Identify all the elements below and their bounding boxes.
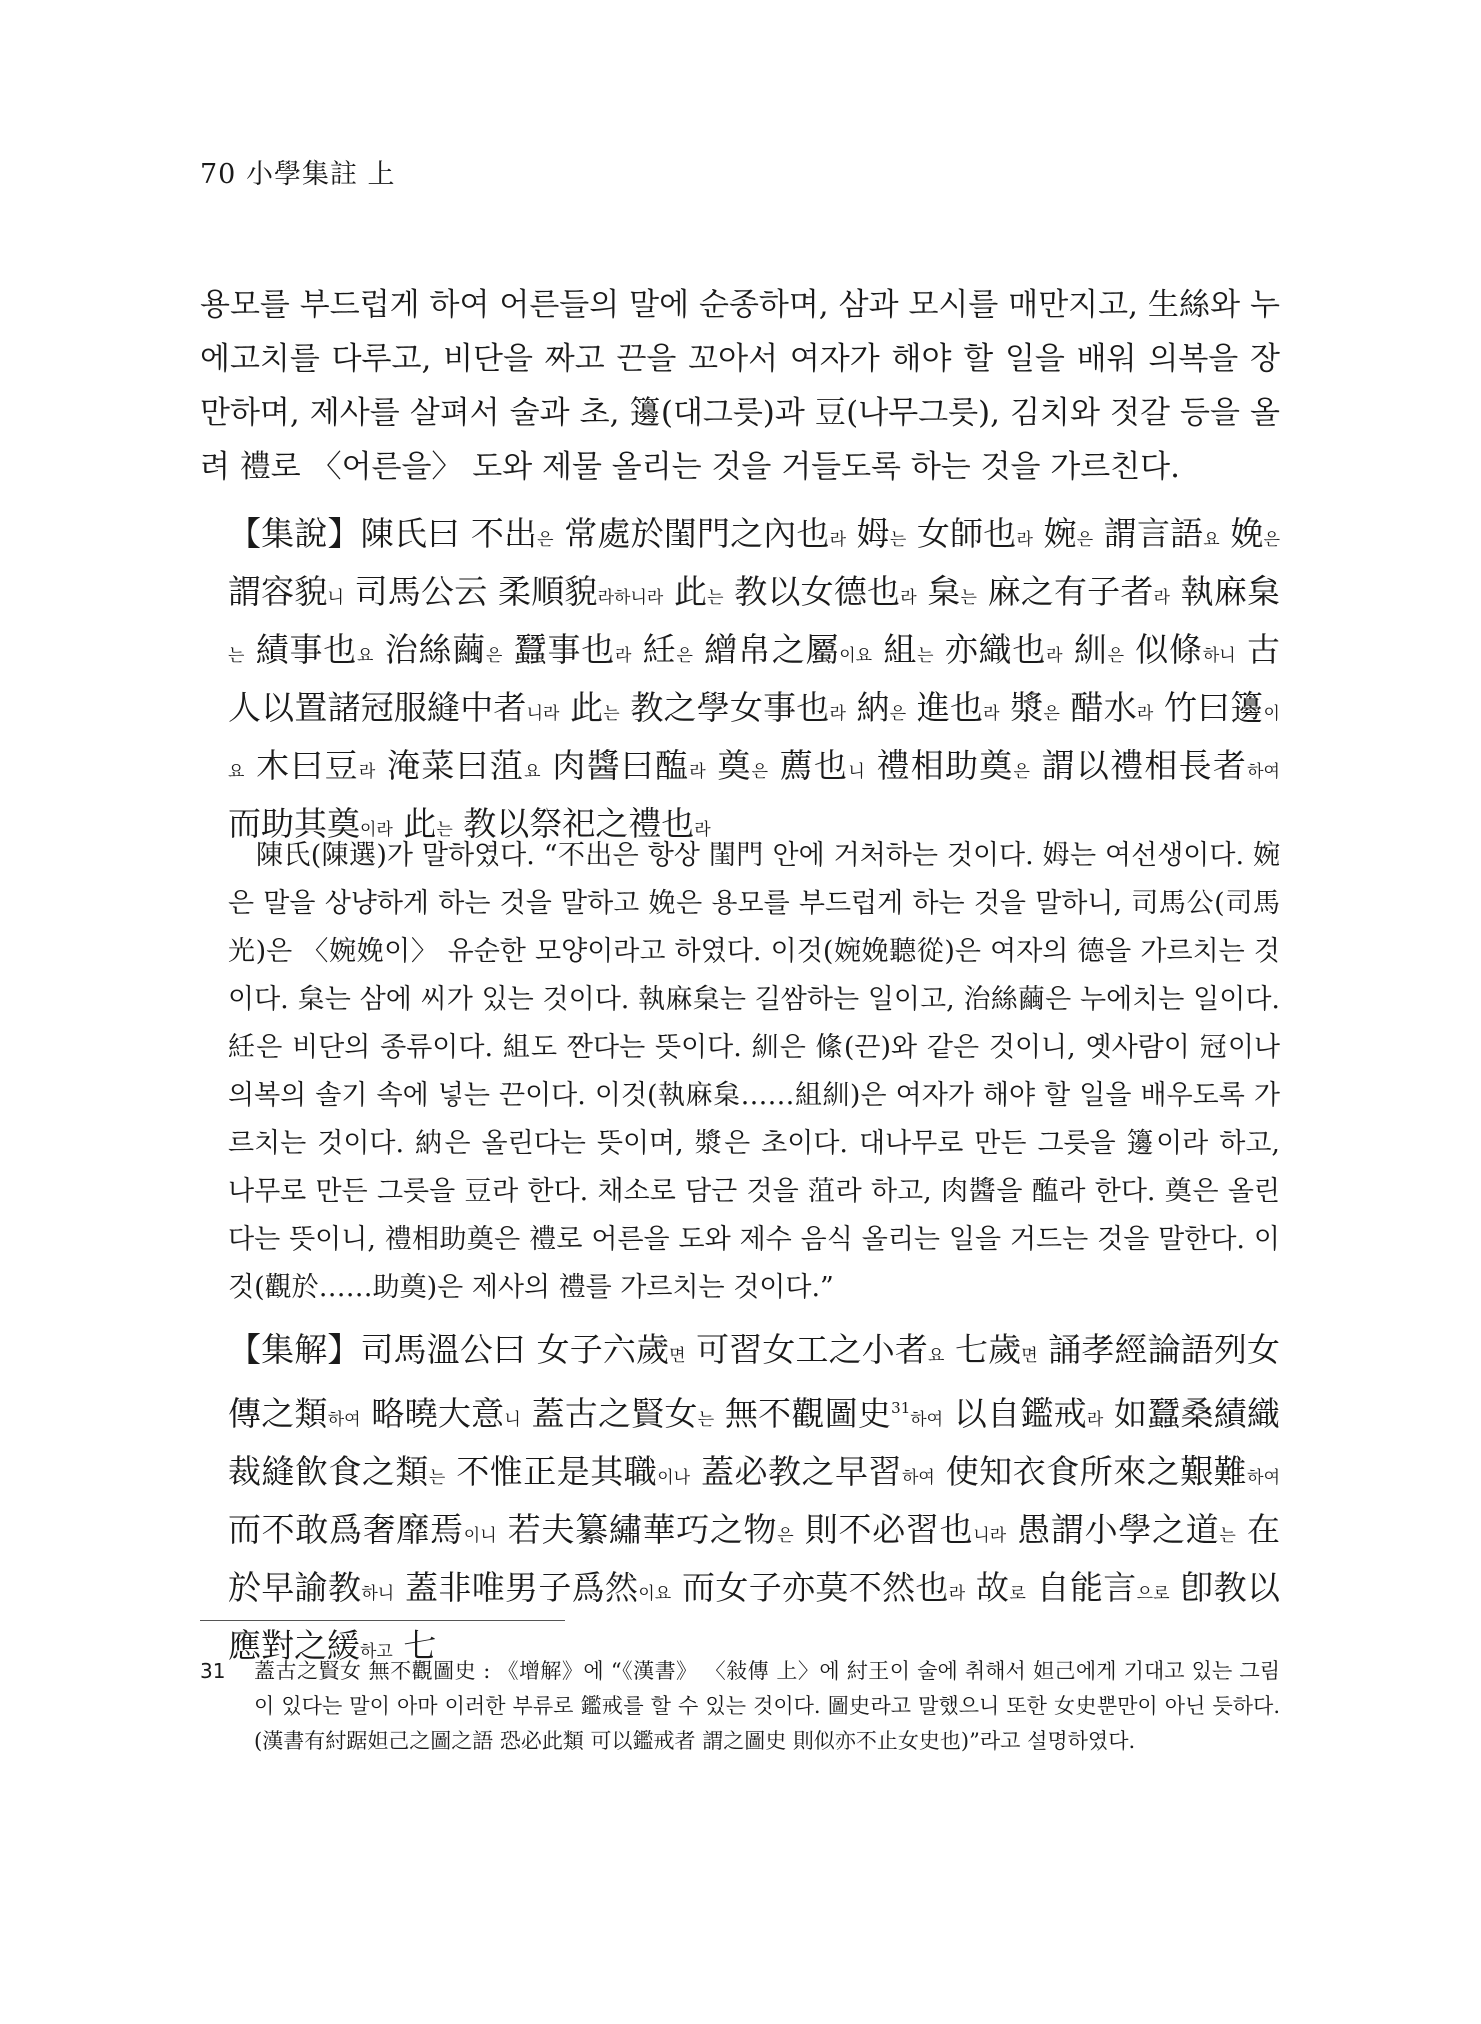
running-head	[200, 152, 396, 191]
hanja-phrase: 以自鑑戒	[943, 1394, 1087, 1433]
hanja-phrase: 若夫纂繡華巧之物	[496, 1510, 778, 1549]
korean-particle: 라	[694, 820, 711, 840]
korean-particle: 라	[1086, 1410, 1104, 1430]
jishuo-translation	[228, 832, 1280, 1312]
jishuo-translation-text: 陳氏(陳選)가 말하였다. “不出은 항상 閨門 안에 거처하는 것이다. 姆는 여선생이다. 婉은 말을 상냥하게 하는 것을 말하고 娩은 용모를 부드럽게 하는 것을 말하니, 司馬公(司馬光)은 〈婉娩이〉 유순한 모양이라고 하였다. 이것(婉娩聽從)은 여자의 德을 가르치는 것이다. 枲는 삼에 씨가 있는 것이다. 執麻枲는 길쌈하는 일이고, 治絲繭은 누에치는 일이다. 紝은 비단의 종류이다. 組도 짠다는 뜻이다. 紃은 絛(끈)와 같은 것이니, 옛사람이 冠이나 의복의 솔기 속에 넣는 끈이다. 이것(執麻枲……組紃)은 여자가 해야 할 일을 배우도록 가르치는 것이다. 納은 올린다는 뜻이며, 漿은 초이다. 대나무로 만든 그릇을 籩이라 하고, 나무로 만든 그릇을 豆라 한다. 채소로 담근 것을 菹라 하고, 肉醬을 醢라 한다. 奠은 올린다는 뜻이니, 禮相助奠은 禮로 어른을 도와 제수 음식 올리는 일을 거드는 것을 말한다. 이것(觀於……助奠)은 제사의 禮를 가르치는 것이다.”	[228, 840, 1280, 1303]
hanja-phrase: 此	[663, 572, 708, 611]
korean-particle: 니	[848, 762, 865, 782]
hanja-phrase: 謂言語	[1093, 514, 1204, 553]
hanja-phrase: 如蠶桑績織裁縫飮食之類	[228, 1394, 1281, 1491]
korean-particle: 은	[1013, 762, 1030, 782]
hanja-phrase: 繒帛之屬	[692, 630, 840, 669]
korean-particle: 는	[889, 530, 907, 550]
hanja-phrase: 麻之有子者	[976, 572, 1154, 611]
korean-particle: 니	[504, 1410, 521, 1430]
korean-particle: 으로	[1136, 1584, 1170, 1604]
korean-particle: 면	[669, 1346, 686, 1366]
hanja-phrase: 此	[559, 688, 604, 727]
korean-particle: 는	[603, 704, 620, 724]
korean-particle: 는	[1219, 1526, 1236, 1546]
hanja-phrase: 似條	[1124, 630, 1203, 669]
korean-particle: 이요	[228, 704, 1280, 782]
korean-particle: 니라	[973, 1526, 1007, 1546]
hanja-phrase: 七	[392, 1626, 437, 1665]
jishuo-label: 【集說】	[228, 514, 361, 553]
korean-particle: 은	[676, 646, 693, 666]
korean-particle: 라	[615, 646, 632, 666]
korean-particle: 는	[228, 646, 245, 666]
jijie-body	[228, 1330, 1280, 1665]
korean-particle: 이라	[360, 820, 393, 840]
korean-particle: 하고	[360, 1642, 393, 1662]
korean-particle: 은	[777, 1526, 794, 1546]
footnote	[200, 1654, 1280, 1759]
hanja-phrase: 誦孝經論語列女傳之類	[228, 1330, 1280, 1433]
hanja-phrase: 則不必習也	[793, 1510, 974, 1549]
hanja-phrase: 略曉大意	[360, 1394, 505, 1433]
hanja-phrase: 肉醬曰醢	[540, 746, 690, 785]
hanja-phrase: 蠶事也	[502, 630, 615, 669]
footnote-divider	[200, 1620, 565, 1621]
hanja-phrase: 而不敢爲奢靡焉	[228, 1510, 464, 1549]
korean-particle: 이니	[463, 1526, 497, 1546]
korean-particle: 니라	[526, 704, 560, 724]
korean-particle: 은	[889, 704, 907, 724]
hanja-phrase: 禮相助奠	[864, 746, 1014, 785]
korean-particle: 는	[697, 1410, 715, 1430]
korean-particle: 라	[983, 704, 1000, 724]
hanja-phrase: 蓋古之賢女	[520, 1394, 698, 1433]
korean-particle: 는	[436, 820, 453, 840]
korean-particle: 하여	[910, 1410, 944, 1430]
hanja-phrase: 薦也	[768, 746, 849, 785]
hanja-phrase: 謂以禮相長者	[1029, 746, 1248, 785]
hanja-phrase: 愚謂小學之道	[1006, 1510, 1220, 1549]
hanja-phrase: 治絲繭	[373, 630, 486, 669]
hanja-phrase: 無不觀圖史	[714, 1394, 892, 1433]
korean-particle: 요	[1203, 530, 1220, 550]
hanja-phrase: 而助其奠	[228, 804, 360, 843]
korean-particle: 요	[927, 1346, 945, 1366]
hanja-phrase: 亦織也	[933, 630, 1047, 669]
hanja-phrase: 婉	[1032, 514, 1077, 553]
korean-particle: 라	[948, 1584, 966, 1604]
hanja-phrase: 卽教以應對之緩	[228, 1568, 1280, 1665]
hanja-phrase: 紝	[631, 630, 677, 669]
hanja-phrase: 紃	[1062, 630, 1108, 669]
hanja-phrase: 在於早諭教	[228, 1510, 1280, 1607]
korean-particle: 이요	[839, 646, 873, 666]
hanja-phrase: 娩	[1219, 514, 1264, 553]
hanja-phrase: 蓋必教之早習	[690, 1452, 902, 1491]
korean-particle: 라	[1046, 646, 1063, 666]
hanja-phrase: 姆	[846, 514, 890, 553]
korean-particle: 라	[1136, 704, 1154, 724]
hanja-phrase: 此	[392, 804, 437, 843]
book-title: 小學集註 上	[245, 159, 396, 190]
footnote-ref[interactable]: 31	[891, 1399, 911, 1417]
footnote-text: 蓋古之賢女 無不觀圖史 : 《增解》에 “《漢書》 〈敍傳 上〉에 紂王이 술에 취해서 妲己에게 기대고 있는 그림이 있다는 말이 아마 이러한 부류로 鑑戒를 할 수 있는 것이다. 圖史라고 말했으니 또한 女史뿐만이 아닌 듯하다.(漢書有紂踞妲己之圖之語 恐必此類 可以鑑戒者 謂之圖史 則似亦不止女史也)”라고 설명하였다.	[254, 1659, 1280, 1753]
hanja-phrase: 教之學女事也	[619, 688, 830, 727]
korean-particle: 은	[1107, 646, 1125, 666]
korean-particle: 은	[486, 646, 503, 666]
korean-particle: 라	[1153, 588, 1170, 608]
hanja-phrase: 七歲	[944, 1330, 1022, 1369]
hanja-phrase: 執麻枲	[1169, 572, 1281, 611]
hanja-phrase: 故	[965, 1568, 1010, 1607]
hanja-phrase: 淹菜曰菹	[375, 746, 525, 785]
korean-particle: 은	[1043, 704, 1060, 724]
korean-particle: 하여	[1247, 762, 1280, 782]
jijie-label: 【集解】	[228, 1330, 361, 1369]
korean-particle: 는	[960, 588, 977, 608]
korean-particle: 라	[358, 762, 376, 782]
footnote-number: 31	[200, 1659, 226, 1683]
korean-particle: 하여	[901, 1468, 935, 1488]
hanja-phrase: 教以祭祀之禮也	[452, 804, 695, 843]
translation-paragraph: 용모를 부드럽게 하여 어른들의 말에 순종하며, 삼과 모시를 매만지고, 生絲와 누에고치를 다루고, 비단을 짜고 끈을 꼬아서 여자가 해야 할 일을 배워 의복을 장만하며, 제사를 살펴서 술과 초, 籩(대그릇)과 豆(나무그릇), 김치와 젓갈 등을 올려 禮로 〈어른을〉 도와 제물 올리는 것을 거들도록 하는 것을 가르친다.	[200, 287, 1280, 485]
korean-particle: 은	[1076, 530, 1094, 550]
hanja-phrase: 陳氏曰 不出	[360, 514, 538, 553]
korean-particle: 은	[537, 530, 554, 550]
hanja-phrase: 女師也	[906, 514, 1017, 553]
korean-particle: 는	[917, 646, 934, 666]
korean-particle: 이요	[638, 1584, 672, 1604]
korean-particle: 로	[1009, 1584, 1026, 1604]
korean-particle: 요	[357, 646, 374, 666]
hanja-phrase: 古人以置諸冠服縫中者	[228, 630, 1280, 727]
jishuo-body	[228, 514, 1280, 843]
korean-particle: 하여	[327, 1410, 361, 1430]
hanja-phrase: 謂容貌	[228, 572, 328, 611]
korean-particle: 라	[829, 704, 846, 724]
hanja-phrase: 蓋非唯男子爲然	[394, 1568, 639, 1607]
hanja-phrase: 奠	[705, 746, 752, 785]
page-number: 70	[200, 159, 237, 190]
korean-particle: 은	[1263, 530, 1280, 550]
hanja-phrase: 自能言	[1025, 1568, 1137, 1607]
korean-particle: 라하니라	[597, 588, 664, 608]
hanja-phrase: 進也	[906, 688, 984, 727]
hanja-phrase: 使知衣食所來之艱難	[934, 1452, 1248, 1491]
hanja-phrase: 納	[845, 688, 890, 727]
korean-particle: 는	[428, 1468, 446, 1488]
korean-particle: 라	[1016, 530, 1033, 550]
korean-particle: 하니	[1202, 646, 1236, 666]
hanja-phrase: 司馬公云 柔順貌	[343, 572, 598, 611]
korean-particle: 하니	[361, 1584, 395, 1604]
hanja-phrase: 枲	[916, 572, 961, 611]
korean-particle: 은	[751, 762, 769, 782]
korean-particle: 는	[707, 588, 724, 608]
hanja-phrase: 醋水	[1059, 688, 1137, 727]
hanja-phrase: 木曰豆	[244, 746, 359, 785]
jijie-commentary	[228, 1324, 1280, 1678]
korean-particle: 라	[900, 588, 917, 608]
hanja-phrase: 漿	[999, 688, 1044, 727]
hanja-phrase: 組	[872, 630, 918, 669]
jishuo-commentary	[228, 508, 1280, 856]
korean-particle: 니	[327, 588, 344, 608]
hanja-phrase: 常處於閨門之內也	[553, 514, 830, 553]
hanja-phrase: 而女子亦莫不然也	[671, 1568, 949, 1607]
hanja-phrase: 教以女德也	[723, 572, 901, 611]
korean-particle: 이나	[657, 1468, 691, 1488]
hanja-phrase: 竹曰籩	[1153, 688, 1264, 727]
hanja-phrase: 不惟正是其職	[445, 1452, 658, 1491]
korean-particle: 면	[1021, 1346, 1038, 1366]
hanja-phrase: 司馬溫公曰 女子六歲	[360, 1330, 670, 1369]
hanja-phrase: 績事也	[244, 630, 357, 669]
korean-particle: 라	[829, 530, 847, 550]
korean-particle: 요	[524, 762, 541, 782]
korean-particle: 하여	[1247, 1468, 1280, 1488]
hanja-phrase: 可習女工之小者	[685, 1330, 928, 1369]
korean-particle: 라	[689, 762, 706, 782]
